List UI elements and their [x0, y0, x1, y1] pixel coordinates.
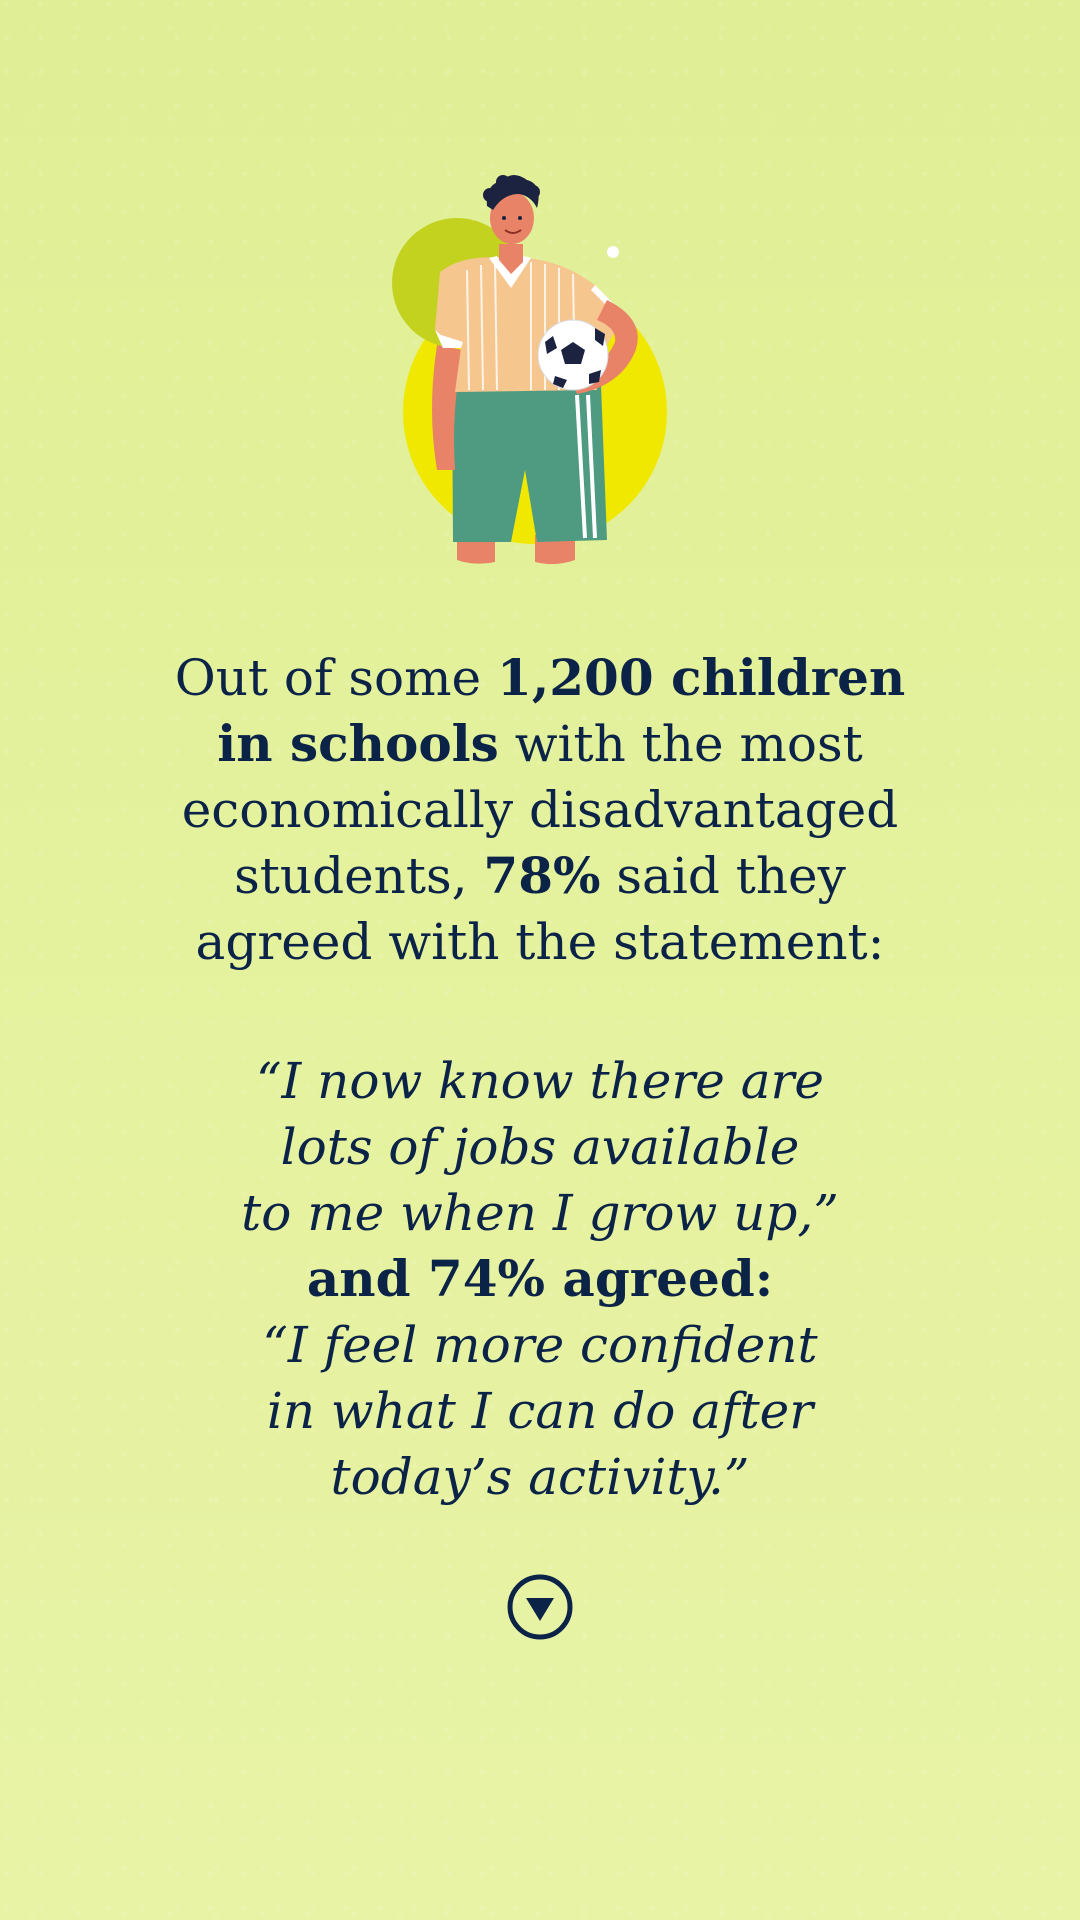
stat-line-4-prefix: students,: [234, 847, 484, 905]
scroll-down-button[interactable]: [505, 1572, 575, 1642]
stat-paragraph: [80, 645, 1000, 975]
stat-highlight-schools: in schools: [217, 714, 499, 773]
agreed-74-text: and 74% agreed:: [306, 1249, 774, 1308]
quote-2-line-2: in what I can do after: [266, 1382, 814, 1440]
stat-line-1: [80, 645, 1000, 711]
stat-line-2: [80, 711, 1000, 777]
quote-1-line-3: to me when I grow up,”: [241, 1184, 839, 1242]
stat-line-4: [80, 843, 1000, 909]
scroll-down-icon: [505, 1572, 575, 1642]
stat-percentage-78: 78%: [483, 846, 601, 905]
quote-2-line-1: “I feel more confident: [262, 1316, 818, 1374]
football-player-illustration: [385, 170, 695, 570]
stat-line-2-suffix: with the most: [498, 715, 863, 773]
quotes-block: [80, 1048, 1000, 1510]
quote-1-line-2: lots of jobs available: [280, 1118, 800, 1176]
stat-line-1-prefix: Out of some: [174, 649, 498, 707]
quote-1-line-1: “I now know there are: [255, 1052, 825, 1110]
quote-2-line-3: today’s activity.”: [330, 1448, 750, 1506]
stat-line-3: economically disadvantaged: [181, 781, 899, 839]
stat-line-5: agreed with the statement:: [195, 913, 885, 971]
player-svg: [385, 170, 695, 570]
stat-line-4-suffix: said they: [600, 847, 846, 905]
stat-highlight-children: 1,200 children: [497, 648, 906, 707]
white-dot: [607, 246, 619, 258]
